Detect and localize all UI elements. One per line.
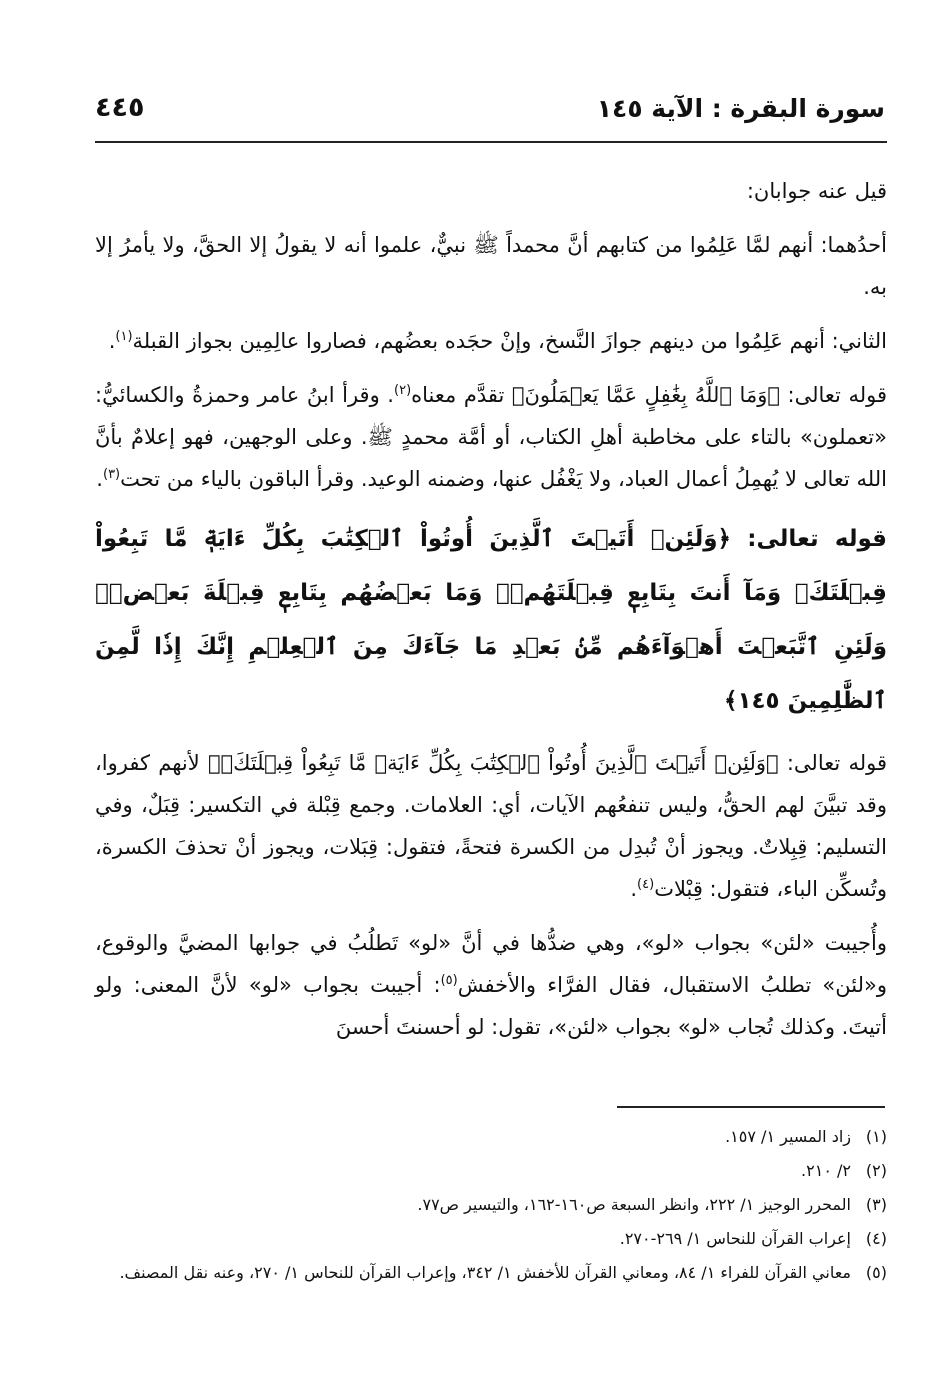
footnote-text: إعراب القرآن للنحاس ١/ ٢٦٩-٢٧٠. [619,1229,851,1248]
footnote-number: (٢) [865,1161,887,1180]
page-number: ٤٤٥ [95,92,145,123]
footnote-reference: (٥) [440,973,458,988]
footnote-number: (٥) [865,1263,887,1282]
paragraph: الثاني: أنهم عَلِمُوا من دينهم جوازَ النَّسخ، وإنْ حجَده بعضُهم، فصاروا عالِمِين بجواز القبلة$^{(١)}$. [108,329,887,353]
footnote-reference: (٤) [637,877,655,892]
running-title: سورة البقرة : الآية ١٤٥ [596,94,885,123]
footnote-number: (٤) [865,1229,887,1248]
footnote-reference: (٢) [394,383,412,398]
footnote-text: ٢/ ٢١٠. [801,1161,851,1180]
page-header [95,88,885,136]
footnote [95,1188,887,1222]
footnote-reference: (١) [115,329,133,344]
paragraph: قيل عنه جوابان: [746,179,887,203]
footnote-number: (١) [865,1127,887,1146]
quran-verse: قوله تعالى: ﴿وَلَئِنۡ أَتَيۡتَ ٱلَّذِينَ أُوتُواْ ٱلۡكِتَٰبَ بِكُلِّ ءَايَةٖ مَّا تَبِعُواْ قِبۡلَتَكَۚ وَمَآ أَنتَ بِتَابِعٖ قِبۡلَتَهُمۡۚ وَمَا بَعۡضُهُم بِتَابِعٖ قِبۡلَةَ بَعۡضٖۚ وَلَئِنِ ٱتَّبَعۡتَ أَهۡوَآءَهُم مِّنۢ بَعۡدِ مَا جَآءَكَ مِنَ ٱلۡعِلۡمِ إِنَّكَ إِذٗا لَّمِنَ ٱلظَّٰلِمِينَ ١٤٥﴾ [95,526,887,714]
paragraph: أحدُهما: أنهم لمَّا عَلِمُوا من كتابهم أنَّ محمداً ﷺ نبيٌّ، علموا أنه لا يقولُ إلا الحقَّ، ولا يأمرُ إلا به. [95,233,887,299]
footnote-number: (٣) [865,1195,887,1214]
paragraph: قوله تعالى: ﴿وَلَئِنۡ أَتَيۡتَ ٱلَّذِينَ أُوتُواْ ٱلۡكِتَٰبَ بِكُلِّ ءَايَةٖ مَّا تَبِعُواْ قِبۡلَتَكَۚ﴾ لأنهم كفروا، وقد تبيَّنَ لهم الحقُّ، وليس تنفعُهم الآيات، أي: العلامات. وجمع قِبْلة في التكسير: قِبَلٌ، وفي التسليم: قِبِلاتٌ. ويجوز أنْ تُبدِل من الكسرة فتحةً، فتقول: قِبَلات، ويجوز أنْ تحذفَ الكسرة، وتُسكِّن الباء، فتقول: قِبْلات$^{(٤)}$. [95,751,887,901]
footnote [95,1256,887,1290]
main-text [95,170,887,1060]
footnote-text: معاني القرآن للفراء ١/ ٨٤، ومعاني القرآن للأخفش ١/ ٣٤٢، وإعراب القرآن للنحاس ١/ ٢٧٠، وعنه نقل المصنف. [119,1263,851,1282]
footnote-divider [617,1106,885,1108]
header-divider [95,141,887,143]
footnote [95,1154,887,1188]
footnote-text: المحرر الوجيز ١/ ٢٢٢، وانظر السبعة ص١٦٠-١٦٢، والتيسير ص٧٧. [417,1195,851,1214]
footnote-text: زاد المسير ١/ ١٥٧. [725,1127,851,1146]
paragraph: وأُجيبت «لئن» بجواب «لو»، وهي ضدُّها في أنَّ «لو» تَطلُبُ في جوابها المضيَّ والوقوع، و«لئن» تطلبُ الاستقبال، فقال الفرَّاء والأخفش$^{(٥)}$: أجيبت بجواب «لو» لأنَّ المعنى: ولو أتيتَ. وكذلك تُجاب «لو» بجواب «لئن»، تقول: لو أحسنتَ أحسنَ [95,931,887,1039]
footnote [95,1120,887,1154]
footnotes [95,1120,887,1290]
footnote-reference: (٣) [102,467,121,482]
paragraph: قوله تعالى: ﴿وَمَا ٱللَّهُ بِغَٰفِلٍ عَمَّا يَعۡمَلُونَ﴾ تقدَّم معناه$^{(٢)}$. وقرأ ابنُ عامر وحمزةُ والكسائيُّ: «تعملون» بالتاء على مخاطبة أهلِ الكتاب، أو أمَّة محمدٍ ﷺ. وعلى الوجهين، فهو إعلامٌ بأنَّ الله تعالى لا يُهمِلُ أعمال العباد، ولا يَغْفُل عنها، وضمنه الوعيد. وقرأ الباقون بالياء من تحت$^{(٣)}$. [95,383,888,491]
footnote [95,1222,887,1256]
